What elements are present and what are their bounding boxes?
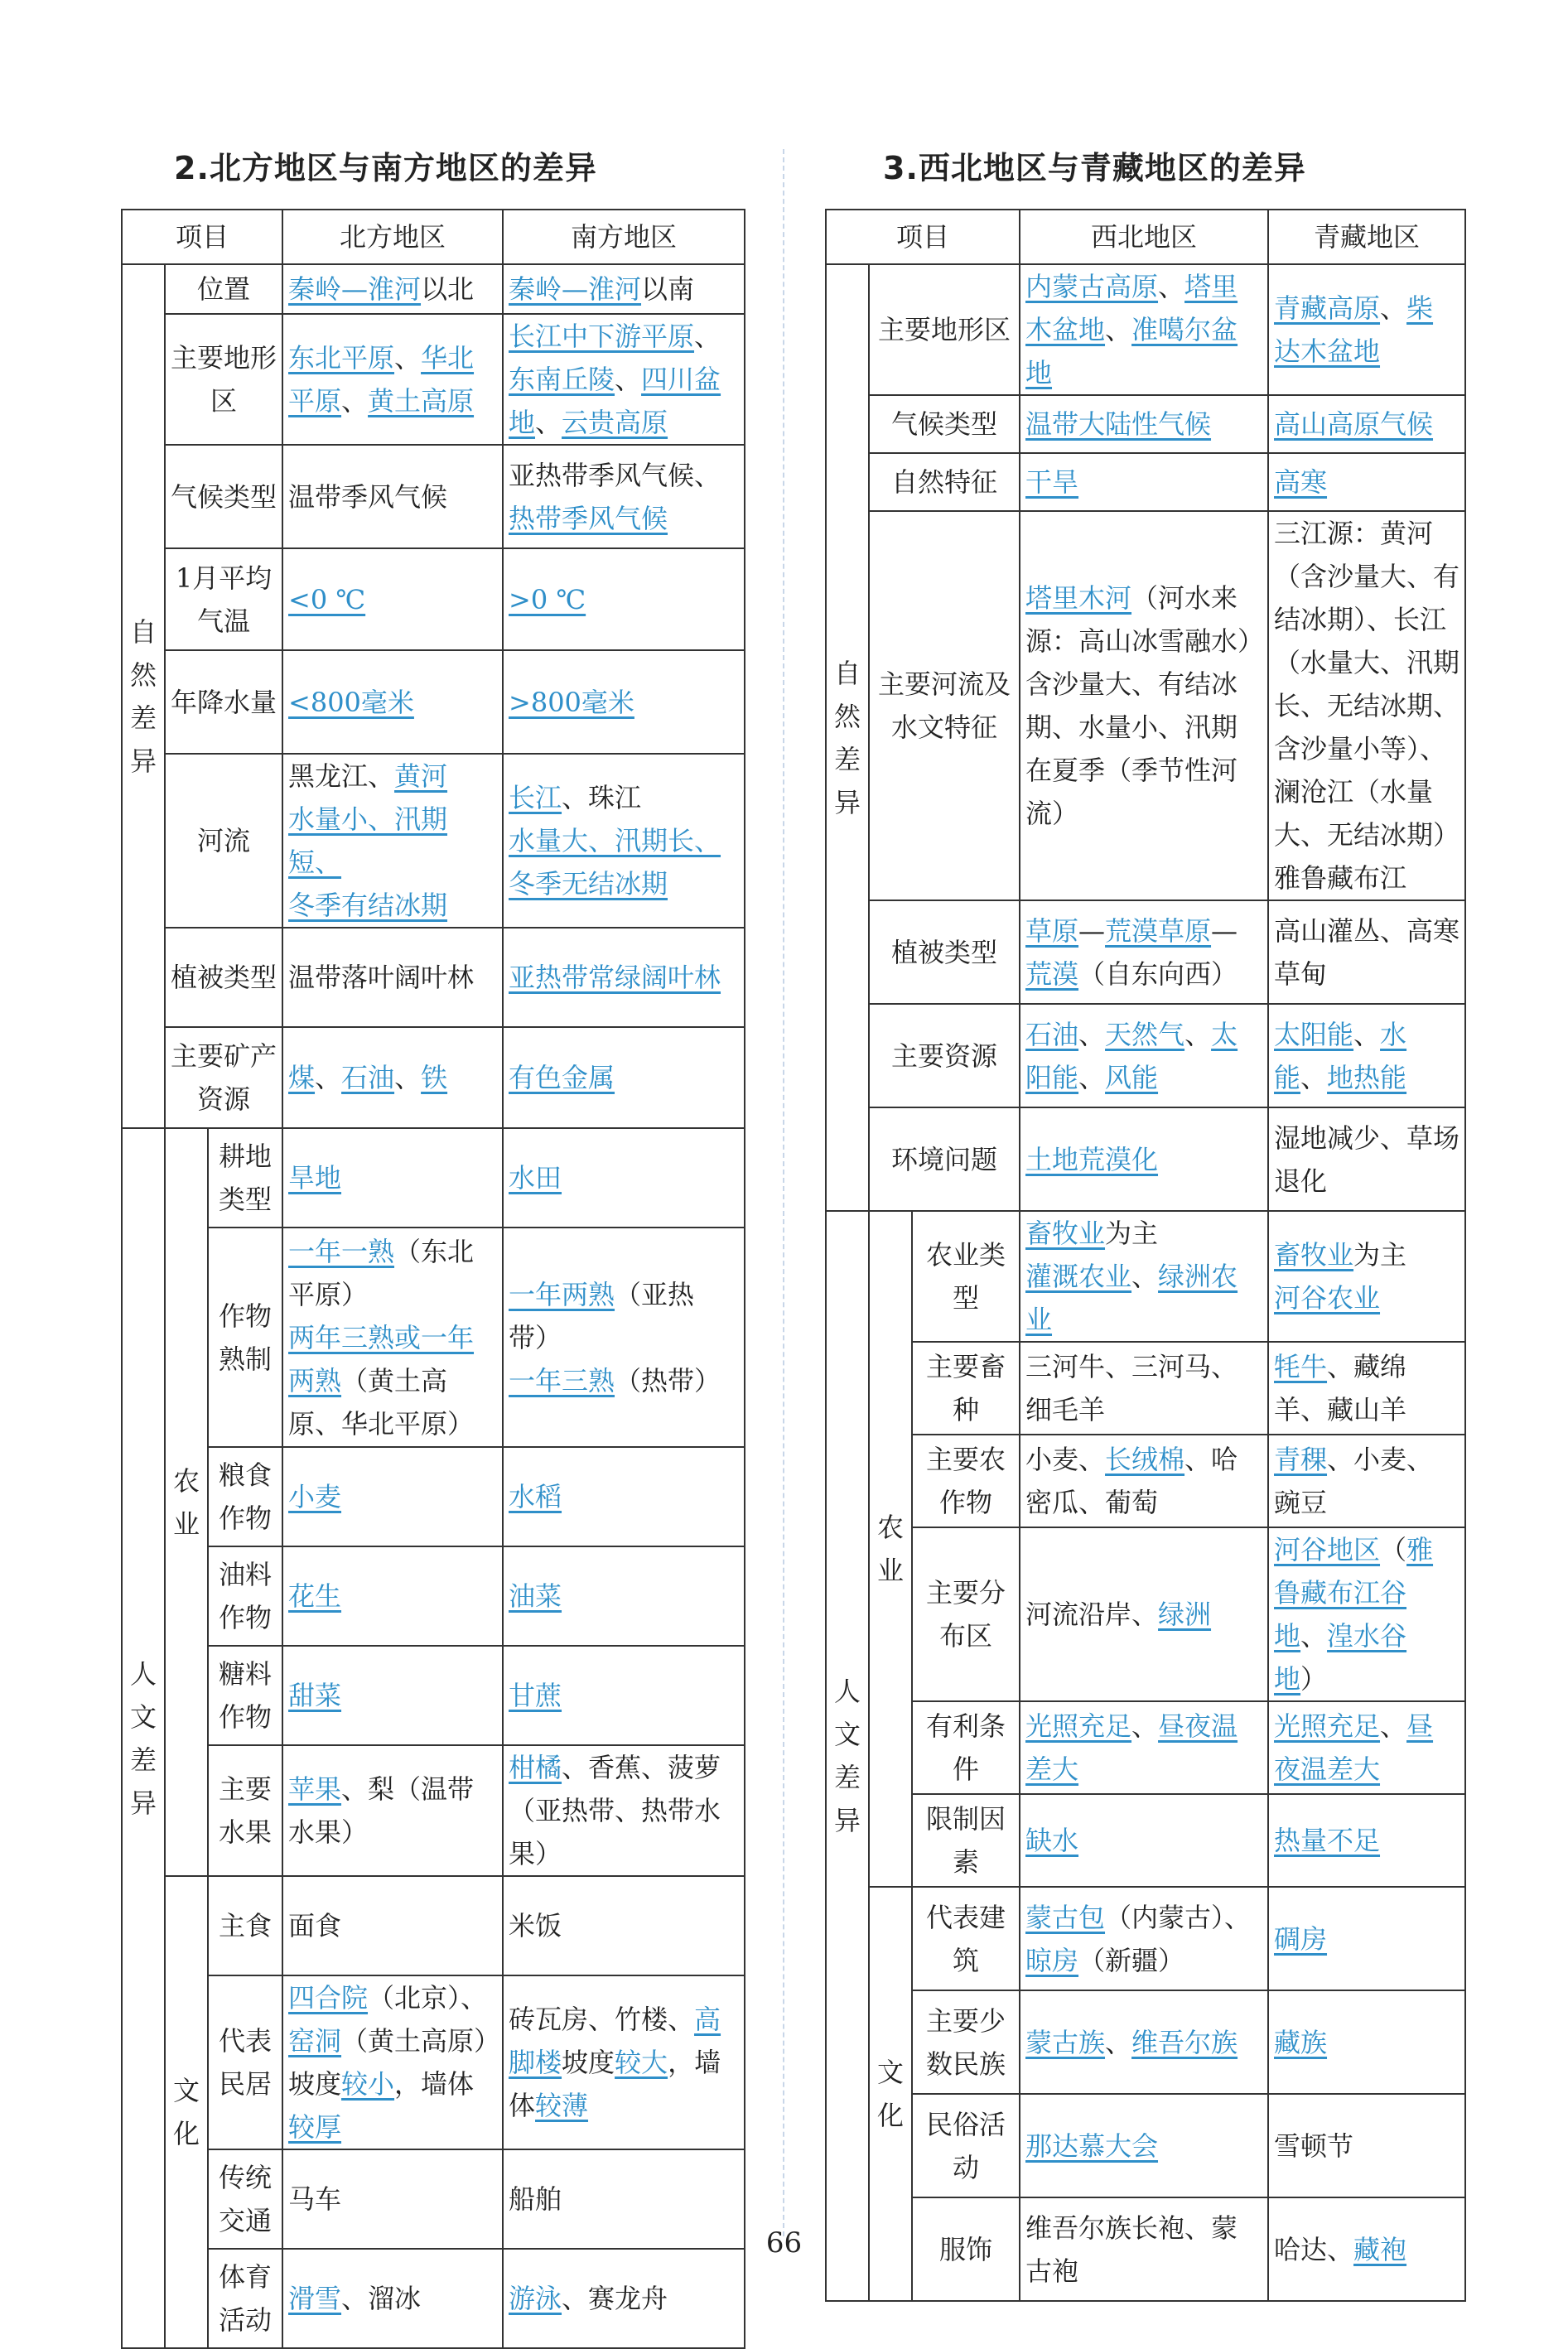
north-value: 一年一熟（东北平原） 两年三熟或一年两熟（黄土高原、华北平原） bbox=[282, 1228, 503, 1447]
row-item-label: 河流 bbox=[165, 754, 282, 928]
row-item-label: 主要矿产资源 bbox=[165, 1027, 282, 1128]
header-item: 项目 bbox=[826, 210, 1020, 264]
header-region-b: 青藏地区 bbox=[1268, 210, 1465, 264]
right-section-title: 3.西北地区与青藏地区的差异 bbox=[883, 150, 1306, 186]
culture-label bbox=[165, 1876, 208, 2348]
table-row bbox=[122, 1447, 745, 1546]
qinghai-tibet-value: 三江源：黄河（含沙量大、有结冰期）、长江（水量大、汛期长、无结冰期、含沙量小等）、澜沧江（水量大、无结冰期）雅鲁藏布江 bbox=[1268, 511, 1465, 900]
row-item-label: 粮食作物 bbox=[208, 1447, 282, 1546]
row-item-label: 植被类型 bbox=[165, 928, 282, 1027]
table-row bbox=[122, 1128, 745, 1228]
row-item-label: 主食 bbox=[208, 1876, 282, 1975]
south-value: 甘蔗 bbox=[503, 1646, 745, 1745]
table-row bbox=[122, 2249, 745, 2348]
northwest-value: 小麦、长绒棉、哈密瓜、葡萄 bbox=[1020, 1435, 1268, 1527]
left-section-title: 2.北方地区与南方地区的差异 bbox=[174, 150, 597, 186]
culture-label-text: 文化 bbox=[173, 2075, 200, 2149]
northwest-value: 蒙古包（内蒙古）、晾房（新疆） bbox=[1020, 1887, 1268, 1990]
qinghai-tibet-value: 雪顿节 bbox=[1268, 2094, 1465, 2197]
header-region-b: 南方地区 bbox=[503, 210, 745, 264]
row-item-label: 主要农作物 bbox=[912, 1435, 1020, 1527]
northwest-value: 维吾尔族长袍、蒙古袍 bbox=[1020, 2197, 1268, 2301]
qinghai-tibet-value: 高山灌丛、高寒草甸 bbox=[1268, 900, 1465, 1004]
table-row bbox=[122, 650, 745, 754]
table-row bbox=[122, 1646, 745, 1745]
column-divider bbox=[783, 149, 784, 2236]
table-row bbox=[826, 1004, 1465, 1107]
northwest-value: 缺水 bbox=[1020, 1794, 1268, 1887]
northwest-value: 干旱 bbox=[1020, 453, 1268, 511]
table-row bbox=[122, 445, 745, 548]
culture-label-text: 文化 bbox=[877, 2057, 905, 2131]
qinghai-tibet-value: 高寒 bbox=[1268, 453, 1465, 511]
south-value: >800毫米 bbox=[503, 650, 745, 754]
north-value: 旱地 bbox=[282, 1128, 503, 1228]
table-row bbox=[826, 1794, 1465, 1887]
north-south-table bbox=[121, 209, 745, 2349]
south-value: 一年两熟（亚热带） 一年三熟（热带） bbox=[503, 1228, 745, 1447]
table-row bbox=[122, 264, 745, 314]
row-item-label: 耕地类型 bbox=[208, 1128, 282, 1228]
row-item-label: 位置 bbox=[165, 264, 282, 314]
nature-diff-label-text: 自然差异 bbox=[130, 615, 157, 777]
north-value: 马车 bbox=[282, 2149, 503, 2249]
human-diff-label bbox=[122, 1128, 165, 2348]
row-item-label: 主要少数民族 bbox=[912, 1990, 1020, 2094]
northwest-value: 河流沿岸、绿洲 bbox=[1020, 1527, 1268, 1701]
table-header-row bbox=[826, 210, 1465, 264]
northwest-value: 温带大陆性气候 bbox=[1020, 395, 1268, 453]
table-row bbox=[122, 1745, 745, 1876]
table-row bbox=[826, 453, 1465, 511]
table-row bbox=[122, 314, 745, 445]
table-row bbox=[826, 1887, 1465, 1990]
row-item-label: 糖料作物 bbox=[208, 1646, 282, 1745]
nature-diff-label bbox=[122, 264, 165, 1128]
row-item-label: 有利条件 bbox=[912, 1701, 1020, 1794]
northwest-value: 石油、天然气、太阳能、风能 bbox=[1020, 1004, 1268, 1107]
south-value: 长江中下游平原、东南丘陵、四川盆地、云贵高原 bbox=[503, 314, 745, 445]
table-row bbox=[826, 1107, 1465, 1211]
table-row bbox=[826, 264, 1465, 395]
qinghai-tibet-value: 光照充足、昼夜温差大 bbox=[1268, 1701, 1465, 1794]
northwest-value: 畜牧业为主 灌溉农业、绿洲农业 bbox=[1020, 1211, 1268, 1342]
south-value: 有色金属 bbox=[503, 1027, 745, 1128]
row-item-label: 1月平均气温 bbox=[165, 548, 282, 650]
north-value: 花生 bbox=[282, 1546, 503, 1646]
northwest-value: 光照充足、昼夜温差大 bbox=[1020, 1701, 1268, 1794]
row-item-label: 民俗活动 bbox=[912, 2094, 1020, 2197]
north-value: 滑雪、溜冰 bbox=[282, 2249, 503, 2348]
northwest-value: 草原—荒漠草原—荒漠（自东向西） bbox=[1020, 900, 1268, 1004]
south-value: 长江、珠江 水量大、汛期长、 冬季无结冰期 bbox=[503, 754, 745, 928]
row-item-label: 主要地形区 bbox=[165, 314, 282, 445]
northwest-value: 蒙古族、维吾尔族 bbox=[1020, 1990, 1268, 2094]
qinghai-tibet-value: 高山高原气候 bbox=[1268, 395, 1465, 453]
row-item-label: 气候类型 bbox=[165, 445, 282, 548]
table-row bbox=[826, 1990, 1465, 2094]
south-value: 水稻 bbox=[503, 1447, 745, 1546]
table-row bbox=[826, 2094, 1465, 2197]
table-row bbox=[122, 1546, 745, 1646]
row-item-label: 主要资源 bbox=[869, 1004, 1020, 1107]
table-row bbox=[826, 900, 1465, 1004]
table-row bbox=[826, 395, 1465, 453]
row-item-label: 主要地形区 bbox=[869, 264, 1020, 395]
header-region-a: 西北地区 bbox=[1020, 210, 1268, 264]
northwest-value: 塔里木河（河水来源：高山冰雪融水）含沙量大、有结冰期、水量小、汛期在夏季（季节性河流） bbox=[1020, 511, 1268, 900]
northwest-value: 三河牛、三河马、细毛羊 bbox=[1020, 1342, 1268, 1435]
table-row bbox=[122, 754, 745, 928]
north-value: 苹果、梨（温带水果） bbox=[282, 1745, 503, 1876]
row-item-label: 油料作物 bbox=[208, 1546, 282, 1646]
row-item-label: 气候类型 bbox=[869, 395, 1020, 453]
row-item-label: 体育活动 bbox=[208, 2249, 282, 2348]
north-value: <0 ℃ bbox=[282, 548, 503, 650]
south-value: 米饭 bbox=[503, 1876, 745, 1975]
north-value: 甜菜 bbox=[282, 1646, 503, 1745]
row-item-label: 农业类型 bbox=[912, 1211, 1020, 1342]
qinghai-tibet-value: 碉房 bbox=[1268, 1887, 1465, 1990]
northwest-value: 那达慕大会 bbox=[1020, 2094, 1268, 2197]
qinghai-tibet-value: 青藏高原、柴达木盆地 bbox=[1268, 264, 1465, 395]
row-item-label: 服饰 bbox=[912, 2197, 1020, 2301]
table-row bbox=[826, 1435, 1465, 1527]
nature-diff-label bbox=[826, 264, 869, 1211]
table-row bbox=[122, 1027, 745, 1128]
qinghai-tibet-value: 河谷地区（雅鲁藏布江谷地、湟水谷地） bbox=[1268, 1527, 1465, 1701]
table-row bbox=[826, 1211, 1465, 1342]
agriculture-label bbox=[869, 1211, 912, 1887]
north-value: 小麦 bbox=[282, 1447, 503, 1546]
header-item: 项目 bbox=[122, 210, 282, 264]
south-value: 油菜 bbox=[503, 1546, 745, 1646]
row-item-label: 代表建筑 bbox=[912, 1887, 1020, 1990]
north-value: 黑龙江、黄河 水量小、汛期短、 冬季有结冰期 bbox=[282, 754, 503, 928]
qinghai-tibet-value: 畜牧业为主 河谷农业 bbox=[1268, 1211, 1465, 1342]
table-row bbox=[122, 1876, 745, 1975]
south-value: 水田 bbox=[503, 1128, 745, 1228]
row-item-label: 植被类型 bbox=[869, 900, 1020, 1004]
row-item-label: 主要水果 bbox=[208, 1745, 282, 1876]
north-value: <800毫米 bbox=[282, 650, 503, 754]
north-value: 秦岭—淮河以北 bbox=[282, 264, 503, 314]
agriculture-label bbox=[165, 1128, 208, 1876]
table-row bbox=[122, 1228, 745, 1447]
agriculture-label-text: 农业 bbox=[173, 1464, 200, 1540]
south-value: 砖瓦房、竹楼、高脚楼坡度较大，墙体较薄 bbox=[503, 1975, 745, 2149]
north-value: 温带落叶阔叶林 bbox=[282, 928, 503, 1027]
north-value: 煤、石油、铁 bbox=[282, 1027, 503, 1128]
northwest-value: 内蒙古高原、塔里木盆地、准噶尔盆地 bbox=[1020, 264, 1268, 395]
table-row bbox=[122, 548, 745, 650]
qinghai-tibet-value: 湿地减少、草场退化 bbox=[1268, 1107, 1465, 1211]
row-item-label: 主要分布区 bbox=[912, 1527, 1020, 1701]
south-value: 船舶 bbox=[503, 2149, 745, 2249]
table-row bbox=[826, 1701, 1465, 1794]
qinghai-tibet-value: 牦牛、藏绵羊、藏山羊 bbox=[1268, 1342, 1465, 1435]
table-row bbox=[826, 511, 1465, 900]
agriculture-label-text: 农业 bbox=[877, 1512, 905, 1586]
nature-diff-label-text: 自然差异 bbox=[834, 657, 861, 818]
table-row bbox=[826, 1527, 1465, 1701]
row-item-label: 主要畜种 bbox=[912, 1342, 1020, 1435]
table-row bbox=[122, 928, 745, 1027]
row-item-label: 环境问题 bbox=[869, 1107, 1020, 1211]
south-value: 柑橘、香蕉、菠萝（亚热带、热带水果） bbox=[503, 1745, 745, 1876]
row-item-label: 自然特征 bbox=[869, 453, 1020, 511]
row-item-label: 限制因素 bbox=[912, 1794, 1020, 1887]
qinghai-tibet-value: 青稞、小麦、豌豆 bbox=[1268, 1435, 1465, 1527]
human-diff-label bbox=[826, 1211, 869, 2301]
row-item-label: 代表民居 bbox=[208, 1975, 282, 2149]
table-row bbox=[122, 1975, 745, 2149]
northwest-value: 土地荒漠化 bbox=[1020, 1107, 1268, 1211]
table-header-row bbox=[122, 210, 745, 264]
human-diff-label-text: 人文差异 bbox=[834, 1676, 861, 1836]
south-value: 亚热带季风气候、热带季风气候 bbox=[503, 445, 745, 548]
northwest-qinghai-tibet-table bbox=[825, 209, 1466, 2302]
row-item-label: 作物熟制 bbox=[208, 1228, 282, 1447]
south-value: >0 ℃ bbox=[503, 548, 745, 650]
row-item-label: 传统交通 bbox=[208, 2149, 282, 2249]
south-value: 秦岭—淮河以南 bbox=[503, 264, 745, 314]
page-number: 66 bbox=[765, 2226, 803, 2260]
north-value: 面食 bbox=[282, 1876, 503, 1975]
north-value: 温带季风气候 bbox=[282, 445, 503, 548]
south-value: 亚热带常绿阔叶林 bbox=[503, 928, 745, 1027]
qinghai-tibet-value: 藏族 bbox=[1268, 1990, 1465, 2094]
table-row bbox=[826, 1342, 1465, 1435]
north-value: 东北平原、华北平原、黄土高原 bbox=[282, 314, 503, 445]
qinghai-tibet-value: 热量不足 bbox=[1268, 1794, 1465, 1887]
row-item-label: 年降水量 bbox=[165, 650, 282, 754]
south-value: 游泳、赛龙舟 bbox=[503, 2249, 745, 2348]
north-value: 四合院（北京）、窑洞（黄土高原）坡度较小，墙体较厚 bbox=[282, 1975, 503, 2149]
human-diff-label-text: 人文差异 bbox=[130, 1657, 157, 1819]
qinghai-tibet-value: 太阳能、水能、地热能 bbox=[1268, 1004, 1465, 1107]
header-region-a: 北方地区 bbox=[282, 210, 503, 264]
qinghai-tibet-value: 哈达、藏袍 bbox=[1268, 2197, 1465, 2301]
row-item-label: 主要河流及水文特征 bbox=[869, 511, 1020, 900]
